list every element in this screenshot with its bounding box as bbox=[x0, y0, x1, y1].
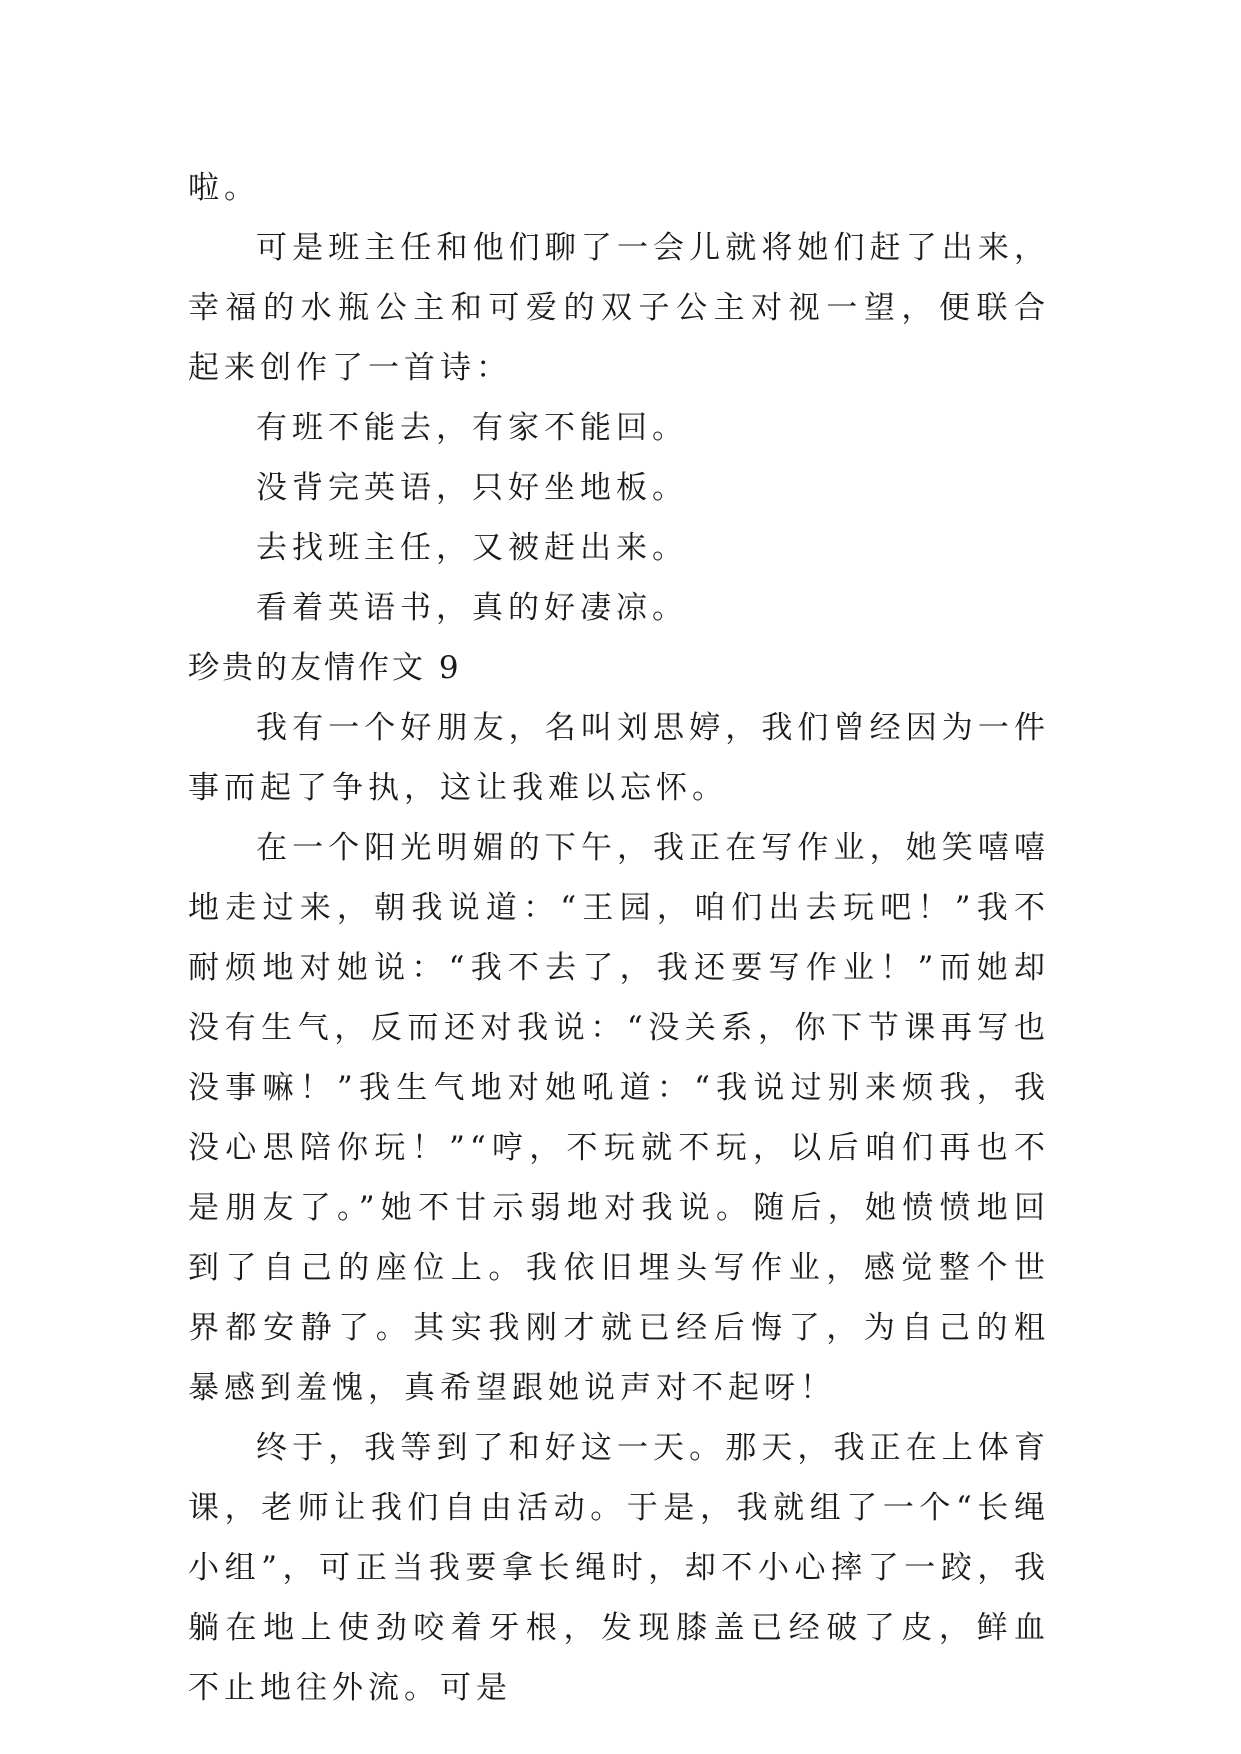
paragraph-continuation: 啦。 bbox=[188, 170, 260, 206]
section-heading: 珍贵的友情作文 9 bbox=[188, 650, 462, 686]
poem-line-2: 没背完英语，只好坐地板。 bbox=[256, 470, 688, 506]
poem-line-3: 去找班主任，又被赶出来。 bbox=[256, 530, 688, 566]
paragraph-quarrel: 在一个阳光明媚的下午，我正在写作业，她笑嘻嘻地走过来，朝我说道：“王园，咱们出去玩吧！”我不耐烦地对她说：“我不去了，我还要写作业！”而她却没有生气，反而还对我说：“没关系，你下节课再写也没事嘛！”我生气地对她吼道：“我说过别来烦我，我没心思陪你玩！”“哼，不玩就不玩，以后咱们再也不是朋友了。”她不甘示弱地对我说。随后，她愤愤地回到了自己的座位上。我依旧埋头写作业，感觉整个世界都安静了。其实我刚才就已经后悔了，为自己的粗暴感到羞愧，真希望跟她说声对不起呀！ bbox=[188, 830, 1050, 1406]
document-body bbox=[188, 158, 1050, 1718]
paragraph-reconcile: 终于，我等到了和好这一天。那天，我正在上体育课，老师让我们自由活动。于是，我就组了一个“长绳小组”，可正当我要拿长绳时，却不小心摔了一跤，我躺在地上使劲咬着牙根，发现膝盖已经破了皮，鲜血不止地往外流。可是 bbox=[188, 1430, 1050, 1706]
poem-line-1: 有班不能去，有家不能回。 bbox=[256, 410, 688, 446]
paragraph-poem-intro: 可是班主任和他们聊了一会儿就将她们赶了出来，幸福的水瓶公主和可爱的双子公主对视一望，便联合起来创作了一首诗： bbox=[188, 230, 1050, 386]
poem-line-4: 看着英语书，真的好凄凉。 bbox=[256, 590, 688, 626]
paragraph-intro: 我有一个好朋友，名叫刘思婷，我们曾经因为一件事而起了争执，这让我难以忘怀。 bbox=[188, 710, 1050, 806]
